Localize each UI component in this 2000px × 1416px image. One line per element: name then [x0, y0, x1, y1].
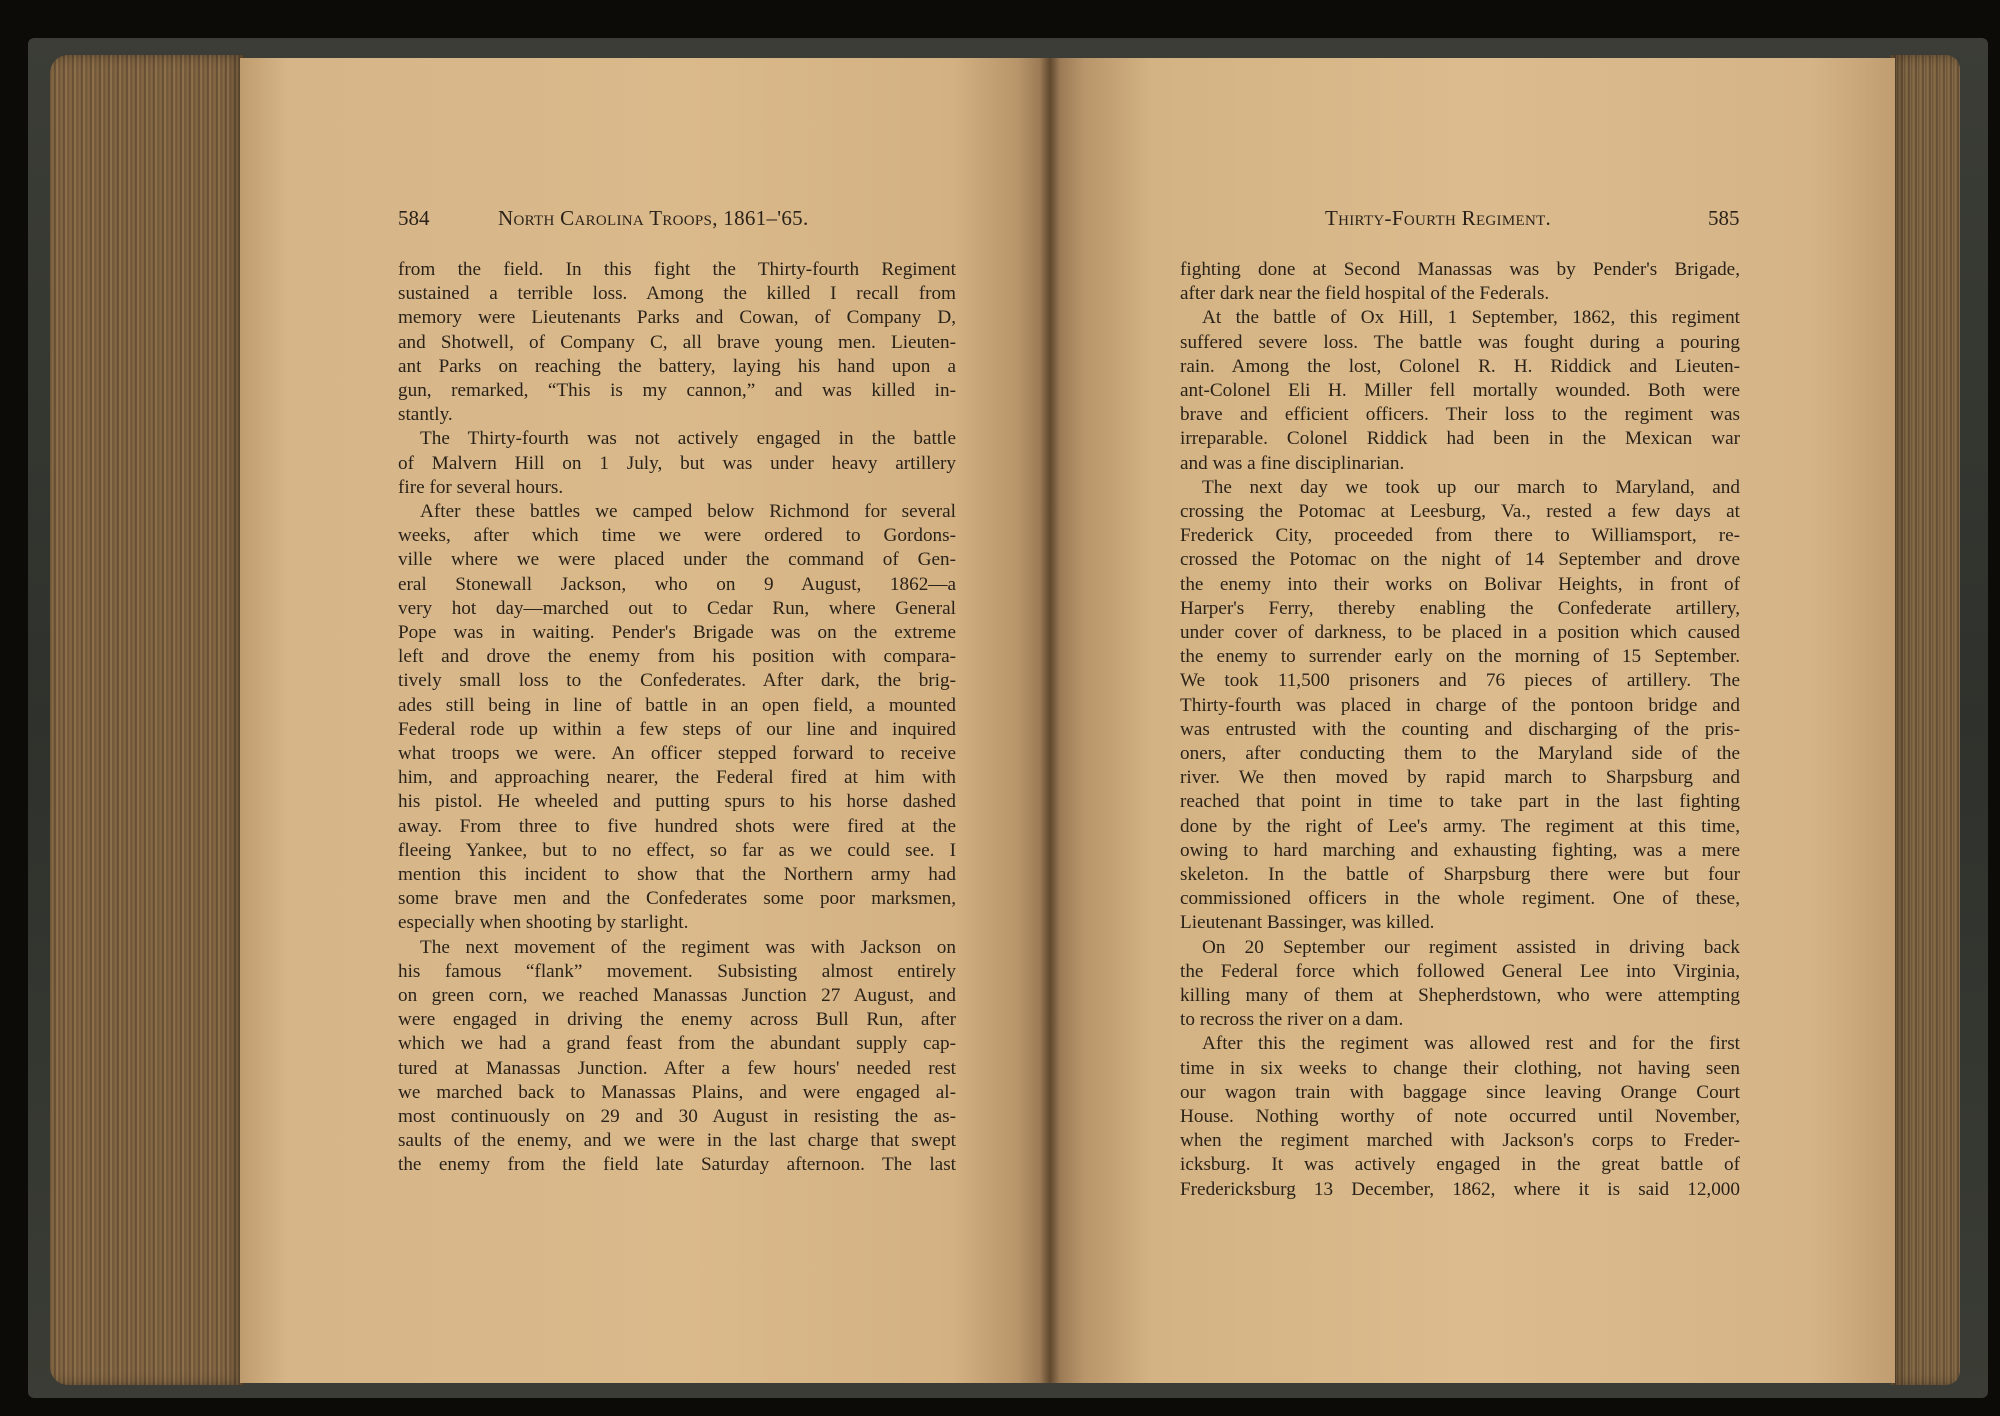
text-line: our wagon train with baggage since leaving Orange Court [1180, 1081, 1740, 1103]
text-line: his pistol. He wheeled and putting spurs to his horse dashed [398, 791, 956, 813]
text-line: icksburg. It was actively engaged in the great battle of [1180, 1154, 1740, 1176]
text-line: The Thirty-fourth was not actively engaged in the battle [420, 428, 956, 450]
text-line: skeleton. In the battle of Sharpsburg there were but four [1180, 864, 1740, 885]
text-line: crossing the Potomac at Leesburg, Va., rested a few days at [1180, 501, 1740, 522]
text-line: House. Nothing worthy of note occurred until November, [1180, 1106, 1740, 1127]
page-edges-left [50, 55, 245, 1385]
text-line: on green corn, we reached Manassas Junction 27 August, and [398, 985, 956, 1006]
text-line: fleeing Yankee, but to no effect, so far as we could see. I [398, 839, 956, 861]
left-page-number: 584 [398, 206, 430, 230]
text-line: owing to hard marching and exhausting fighting, was a mere [1180, 839, 1740, 861]
text-line: of Malvern Hill on 1 July, but was under heavy artillery [398, 452, 956, 474]
right-page-number: 585 [1708, 206, 1740, 230]
text-line: Lieutenant Bassinger, was killed. [1180, 912, 1435, 934]
text-line: killing many of them at Shepherdstown, who were attempting [1180, 985, 1740, 1006]
text-line: rain. Among the lost, Colonel R. H. Riddick and Lieuten- [1180, 355, 1740, 377]
right-page-body [1180, 258, 1740, 1202]
text-line: Harper's Ferry, thereby enabling the Confederate artillery, [1180, 597, 1740, 619]
text-line: very hot day—marched out to Cedar Run, where General [398, 597, 956, 619]
left-page-body [398, 258, 956, 1178]
text-line: crossed the Potomac on the night of 14 September and drove [1180, 549, 1740, 571]
text-line: river. We then moved by rapid march to Sharpsburg and [1180, 767, 1740, 789]
text-line: weeks, after which time we were ordered to Gordons- [398, 525, 956, 547]
text-line: The next movement of the regiment was with Jackson on [420, 936, 956, 958]
text-line: left and drove the enemy from his position with compara- [398, 646, 956, 668]
text-line: him, and approaching nearer, the Federal fired at him with [398, 767, 956, 789]
text-line: irreparable. Colonel Riddick had been in the Mexican war [1180, 428, 1740, 450]
text-line: eral Stonewall Jackson, who on 9 August, 1862—a [398, 573, 956, 595]
text-line: On 20 September our regiment assisted in driving back [1202, 936, 1740, 958]
left-running-head: North Carolina Troops, 1861–'65. [498, 206, 809, 230]
text-line: the Federal force which followed General Lee into Virginia, [1180, 960, 1740, 982]
text-line: ant Parks on reaching the battery, laying his hand upon a [398, 355, 956, 377]
text-line: After this the regiment was allowed rest and for the first [1202, 1033, 1740, 1055]
text-line: time in six weeks to change their clothing, not having seen [1180, 1057, 1740, 1079]
text-line: After these battles we camped below Richmond for several [420, 501, 956, 522]
text-line: especially when shooting by starlight. [398, 912, 689, 934]
text-line: the enemy to surrender early on the morning of 15 September. [1180, 646, 1740, 668]
text-line: Frederick City, proceeded from there to Williamsport, re- [1180, 525, 1740, 547]
text-line: saults of the enemy, and we were in the last charge that swept [398, 1130, 956, 1152]
text-line: ville where we were placed under the command of Gen- [398, 549, 956, 571]
text-line: what troops we were. An officer stepped forward to receive [398, 743, 956, 764]
text-line: fighting done at Second Manassas was by Pender's Brigade, [1180, 259, 1740, 280]
text-line: mention this incident to show that the Northern army had [398, 864, 956, 885]
text-line: were engaged in driving the enemy across Bull Run, after [398, 1009, 956, 1031]
text-line: commissioned officers in the whole regiment. One of these, [1180, 888, 1740, 910]
text-line: when the regiment marched with Jackson's corps to Freder- [1180, 1130, 1740, 1152]
text-line: the enemy into their works on Bolivar Heights, in front of [1180, 573, 1740, 595]
right-page-header [1180, 206, 1742, 236]
text-line: away. From three to five hundred shots were fired at the [398, 815, 956, 837]
text-line: reached that point in time to take part in the last fighting [1180, 791, 1740, 813]
text-line: tively small loss to the Confederates. After dark, the brig- [398, 670, 956, 692]
text-line: was entrusted with the counting and discharging of the pris- [1180, 718, 1740, 740]
text-line: oners, after conducting them to the Maryland side of the [1180, 743, 1740, 764]
text-line: stantly. [398, 404, 453, 426]
left-page-header [398, 206, 958, 236]
text-line: ant-Colonel Eli H. Miller fell mortally wounded. Both were [1180, 380, 1740, 401]
text-line: some brave men and the Confederates some poor marksmen, [398, 888, 956, 910]
text-line: At the battle of Ox Hill, 1 September, 1862, this regiment [1202, 307, 1740, 329]
text-line: We took 11,500 prisoners and 76 pieces of artillery. The [1180, 670, 1740, 692]
right-running-head: Thirty-Fourth Regiment. [1325, 206, 1552, 230]
text-line: which we had a grand feast from the abundant supply cap- [398, 1033, 956, 1055]
text-line: to recross the river on a dam. [1180, 1009, 1404, 1031]
text-line: after dark near the field hospital of the Federals. [1180, 283, 1550, 305]
text-line: done by the right of Lee's army. The regiment at this time, [1180, 815, 1740, 837]
text-line: brave and efficient officers. Their loss to the regiment was [1180, 404, 1740, 426]
text-line: Thirty-fourth was placed in charge of the pontoon bridge and [1180, 694, 1740, 716]
text-line: fire for several hours. [398, 476, 564, 498]
text-line: the enemy from the field late Saturday afternoon. The last [398, 1154, 956, 1176]
text-line: his famous “flank” movement. Subsisting almost entirely [398, 960, 956, 982]
text-line: and Shotwell, of Company C, all brave young men. Lieuten- [398, 331, 956, 353]
text-line: under cover of darkness, to be placed in a position which caused [1180, 622, 1740, 643]
text-line: most continuously on 29 and 30 August in resisting the as- [398, 1106, 956, 1127]
text-line: tured at Manassas Junction. After a few hours' needed rest [398, 1057, 956, 1079]
text-line: memory were Lieutenants Parks and Cowan, of Company D, [398, 307, 956, 329]
text-line: and was a fine disciplinarian. [1180, 452, 1405, 474]
text-line: we marched back to Manassas Plains, and were engaged al- [398, 1081, 956, 1103]
text-line: ades still being in line of battle in an open field, a mounted [398, 694, 956, 716]
text-line: Pope was in waiting. Pender's Brigade was on the extreme [398, 622, 956, 643]
text-line: suffered severe loss. The battle was fought during a pouring [1180, 331, 1740, 353]
text-line: Fredericksburg 13 December, 1862, where it is said 12,000 [1180, 1178, 1740, 1200]
text-line: sustained a terrible loss. Among the killed I recall from [398, 283, 956, 305]
text-line: gun, remarked, “This is my cannon,” and was killed in- [398, 380, 956, 401]
text-line: from the field. In this fight the Thirty-fourth Regiment [398, 259, 956, 280]
book-gutter [1040, 58, 1060, 1383]
page-edges-right [1890, 55, 1960, 1385]
text-line: The next day we took up our march to Maryland, and [1202, 476, 1740, 498]
text-line: Federal rode up within a few steps of our line and inquired [398, 718, 956, 740]
